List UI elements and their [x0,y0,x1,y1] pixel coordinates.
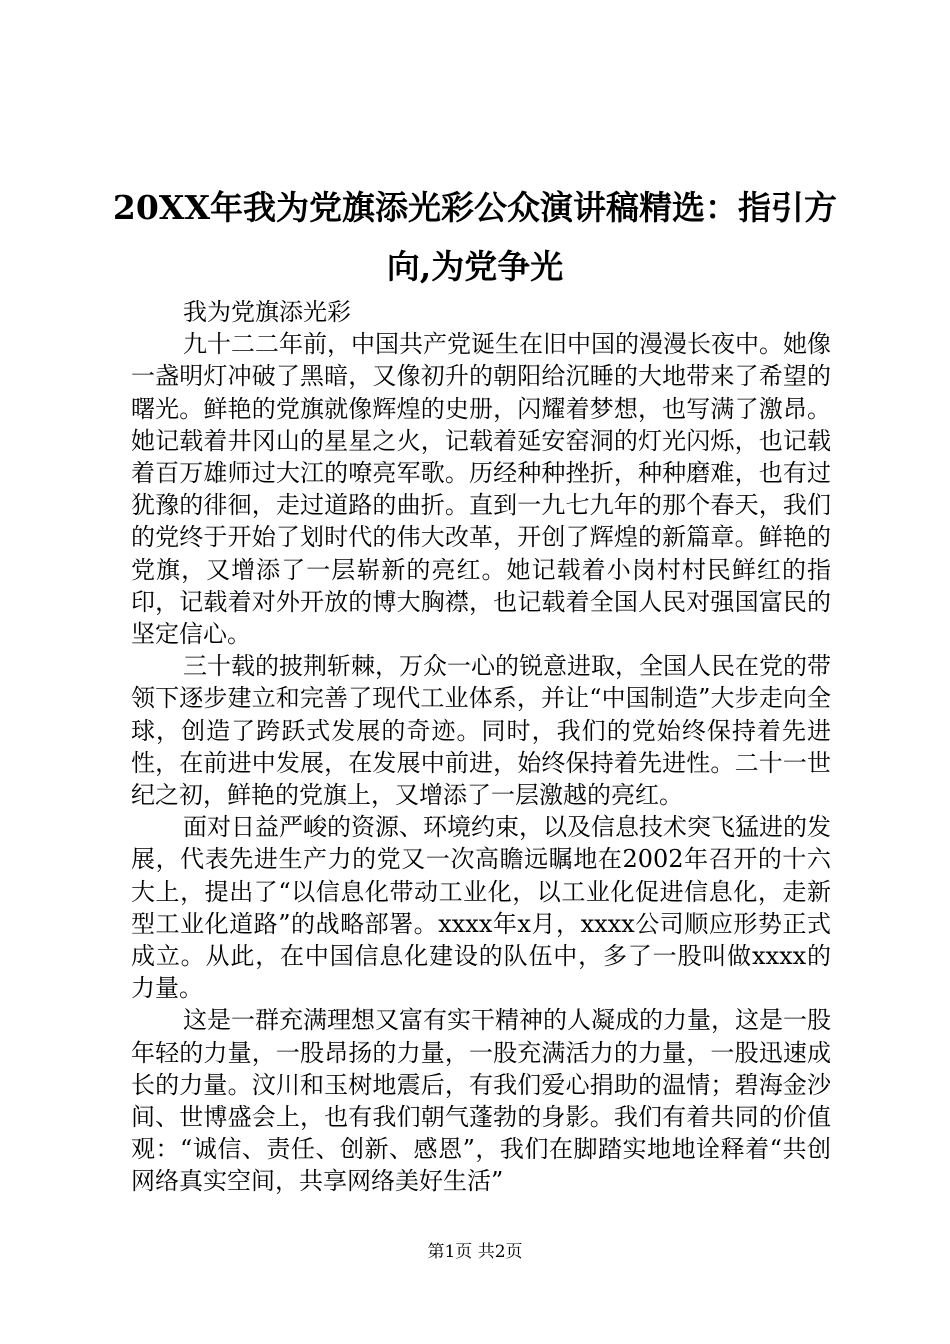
document-body [131,296,831,1198]
document-title: 20XX年我为党旗添光彩公众演讲稿精选：指引方向,为党争光 [112,188,838,286]
paragraph: 这是一群充满理想又富有实干精神的人凝成的力量，这是一股年轻的力量，一股昂扬的力量，一股充满活力的力量，一股迅速成长的力量。汶川和玉树地震后，有我们爱心捐助的温情；碧海金沙间、世博盛会上，也有我们朝气蓬勃的身影。我们有着共同的价值观：“诚信、责任、创新、感恩”，我们在脚踏实地地诠释着“共创网络真实空间，共享网络美好生活” [131,1006,831,1196]
paragraph: 九十二二年前，中国共产党诞生在旧中国的漫漫长夜中。她像一盏明灯冲破了黑暗，又像初升的朝阳给沉睡的大地带来了希望的曙光。鲜艳的党旗就像辉煌的史册，闪耀着梦想，也写满了激昂。她记载着井冈山的星星之火，记载着延安窑洞的灯光闪烁，也记载着百万雄师过大江的嘹亮军歌。历经种种挫折，种种磨难，也有过犹豫的徘徊，走过道路的曲折。直到一九七九年的那个春天，我们的党终于开始了划时代的伟大改革，开创了辉煌的新篇章。鲜艳的党旗，又增添了一层崭新的亮红。她记载着小岗村村民鲜红的指印，记载着对外开放的博大胸襟，也记载着全国人民对强国富民的坚定信心。 [131,330,831,649]
page-number-footer: 第1页 共2页 [427,1242,523,1262]
paragraph-heading: 我为党旗添光彩 [183,298,351,326]
paragraph: 面对日益严峻的资源、环境约束，以及信息技术突飞猛进的发展，代表先进生产力的党又一次高瞻远瞩地在2002年召开的十六大上，提出了“以信息化带动工业化，以工业化促进信息化，走新型工业化道路”的战略部署。xxxx年x月，xxxx公司顺应形势正式成立。从此，在中国信息化建设的队伍中，多了一股叫做xxxx的力量。 [131,813,831,1003]
paragraph: 三十载的披荆斩棘，万众一心的锐意进取，全国人民在党的带领下逐步建立和完善了现代工业体系，并让“中国制造”大步走向全球，创造了跨跃式发展的奇迹。同时，我们的党始终保持着先进性，在前进中发展，在发展中前进，始终保持着先进性。二十一世纪之初，鲜艳的党旗上，又增添了一层激越的亮红。 [131,652,831,810]
